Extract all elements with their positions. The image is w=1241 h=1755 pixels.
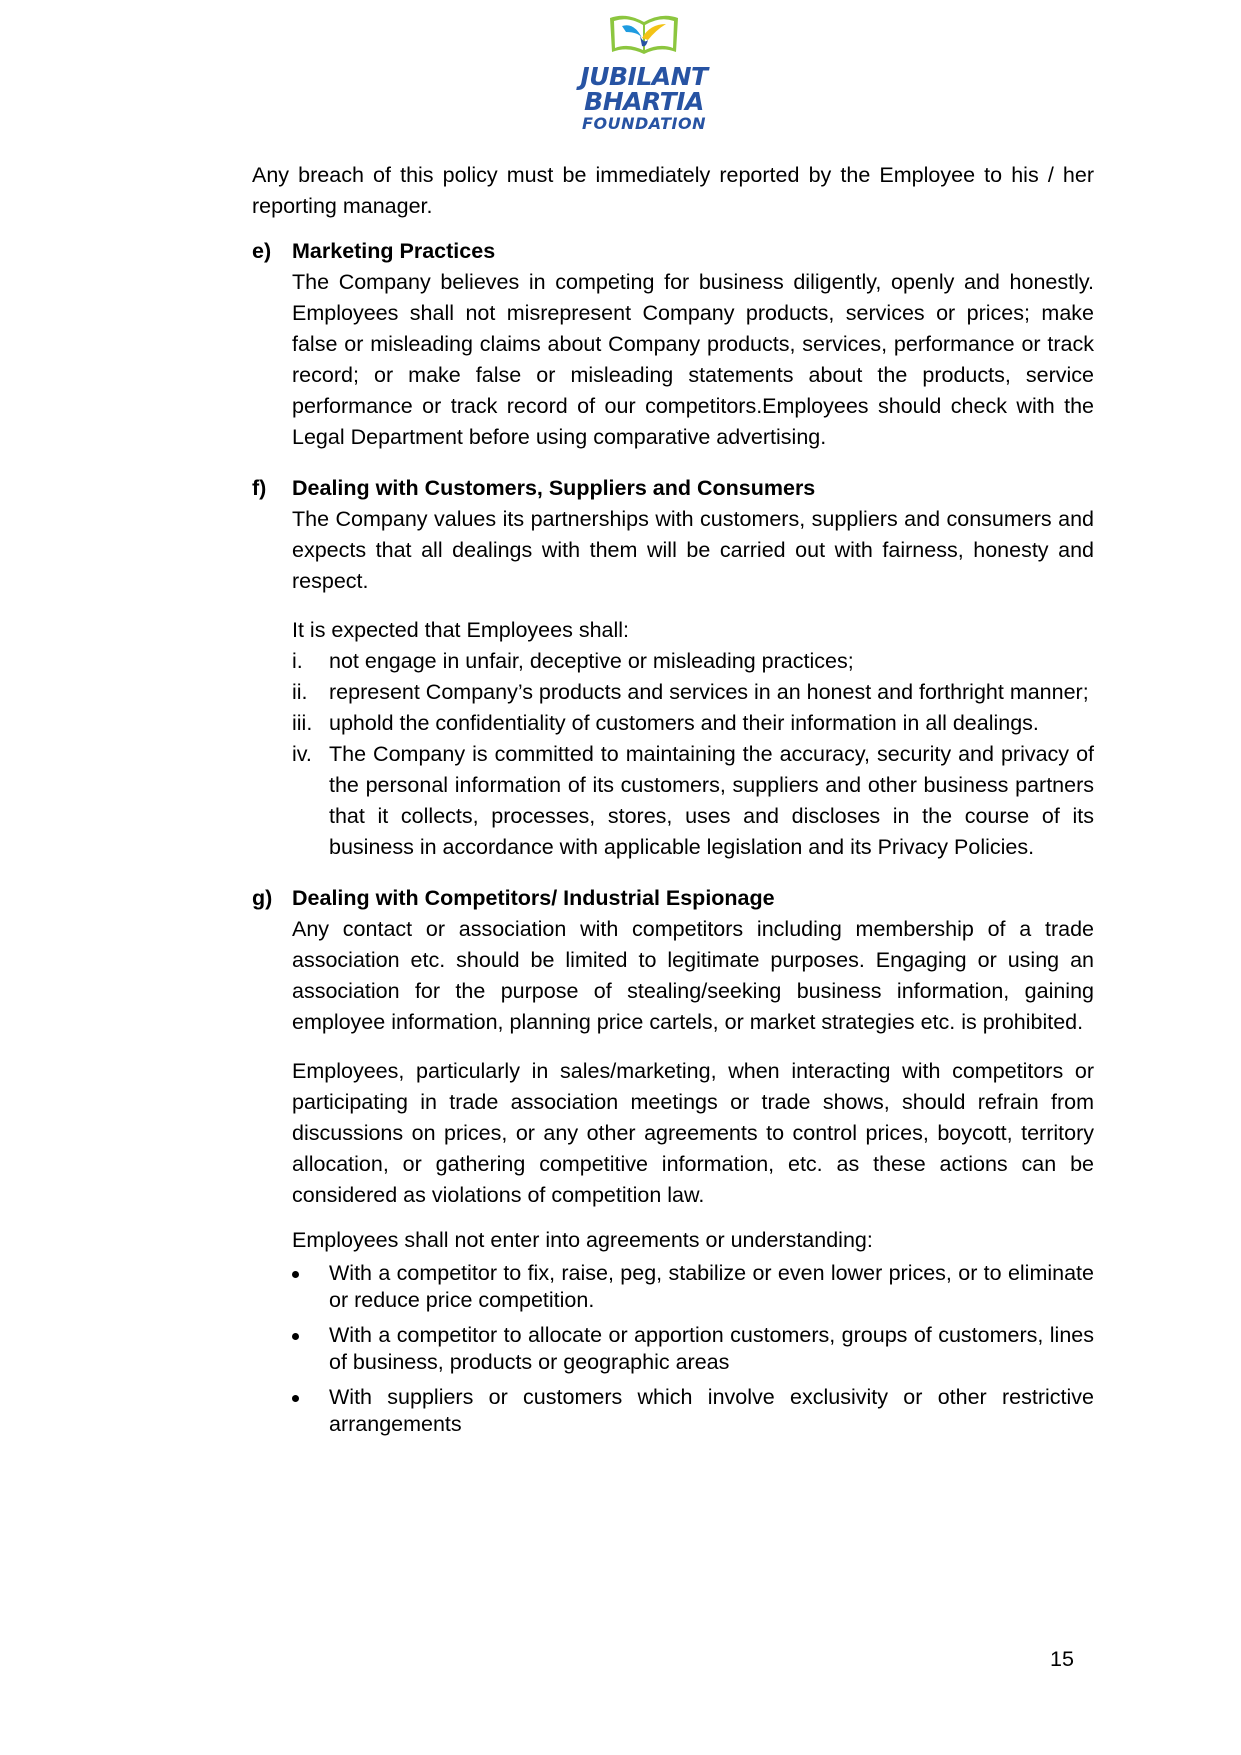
list-item — [292, 646, 1094, 677]
list-item-text: With a competitor to fix, raise, peg, stabilize or even lower prices, or to eliminate or reduce price competition. — [329, 1261, 1094, 1312]
document-body — [252, 160, 1094, 1458]
section-letter: e) — [252, 239, 272, 263]
bullet-icon — [292, 1271, 299, 1278]
list-item — [292, 1260, 1094, 1314]
section-title: Dealing with Customers, Suppliers and Consumers — [292, 476, 816, 500]
bullet-icon — [292, 1395, 299, 1402]
list-number: ii. — [292, 680, 308, 704]
logo-line-foundation: FOUNDATION — [582, 114, 706, 133]
list-item — [292, 1322, 1094, 1376]
list-item-text: The Company is committed to maintaining the accuracy, security and privacy of the personal information of its customers, suppliers and other business partners that it collects, processes, stores, uses and discloses in the course of its business in accordance with applicable legislation and its Privacy Policies. — [329, 742, 1094, 859]
list-lead: It is expected that Employees shall: — [292, 618, 630, 642]
list-lead: Employees shall not enter into agreements or understanding: — [292, 1228, 873, 1252]
list-item — [292, 708, 1094, 739]
list-item — [292, 677, 1094, 708]
intro-paragraph: Any breach of this policy must be immediately reported by the Employee to his / her reporting manager. — [252, 163, 1094, 218]
roman-list — [292, 646, 1094, 863]
page-number: 15 — [1050, 1647, 1074, 1671]
section-body: The Company believes in competing for business diligently, openly and honestly. Employees shall not misrepresent Company products, services or prices; make false or misleading claims about Company products, services, performance or track record; or make false or misleading statements about the products, service performance or track record of our competitors.Employees should check with the Legal Department before using comparative advertising. — [292, 270, 1094, 449]
list-number: iii. — [292, 711, 313, 735]
bullet-list — [292, 1260, 1094, 1438]
foundation-logo — [560, 8, 728, 148]
section-title: Dealing with Competitors/ Industrial Espionage — [292, 886, 775, 910]
section-body: The Company values its partnerships with customers, suppliers and consumers and expects that all dealings with them will be carried out with fairness, honesty and respect. — [292, 507, 1094, 593]
list-item — [292, 1384, 1094, 1438]
list-item-text: not engage in unfair, deceptive or misleading practices; — [329, 649, 854, 673]
list-item-text: With a competitor to allocate or apportion customers, groups of customers, lines of business, products or geographic areas — [329, 1323, 1094, 1374]
section-marketing-practices — [252, 236, 1094, 453]
section-letter: f) — [252, 476, 267, 500]
list-number: iv. — [292, 742, 312, 766]
section-body-2: Employees, particularly in sales/marketing, when interacting with competitors or participating in trade association meetings or trade shows, should refrain from discussions on prices, or any other agreements to control prices, boycott, territory allocation, or gathering competitive information, etc. as these actions can be considered as violations of competition law. — [292, 1059, 1094, 1207]
list-item-text: With suppliers or customers which involve exclusivity or other restrictive arrangements — [329, 1385, 1094, 1436]
logo-line-bhartia: BHARTIA — [584, 87, 704, 116]
logo-line-jubilant: JUBILANT — [580, 62, 708, 91]
section-body: Any contact or association with competitors including membership of a trade association etc. should be limited to legitimate purposes. Engaging or using an association for the purpose of stealing/seeking business information, gaining employee information, planning price cartels, or market strategies etc. is prohibited. — [292, 917, 1094, 1034]
bullet-icon — [292, 1333, 299, 1340]
list-item-text: uphold the confidentiality of customers and their information in all dealings. — [329, 711, 1039, 735]
list-item-text: represent Company’s products and services in an honest and forthright manner; — [329, 680, 1089, 704]
book-bird-logo-icon — [604, 8, 684, 64]
list-item — [292, 739, 1094, 863]
section-title: Marketing Practices — [292, 239, 496, 263]
list-number: i. — [292, 649, 303, 673]
section-letter: g) — [252, 886, 273, 910]
section-dealing-with-customers — [252, 473, 1094, 863]
section-dealing-with-competitors — [252, 883, 1094, 1438]
